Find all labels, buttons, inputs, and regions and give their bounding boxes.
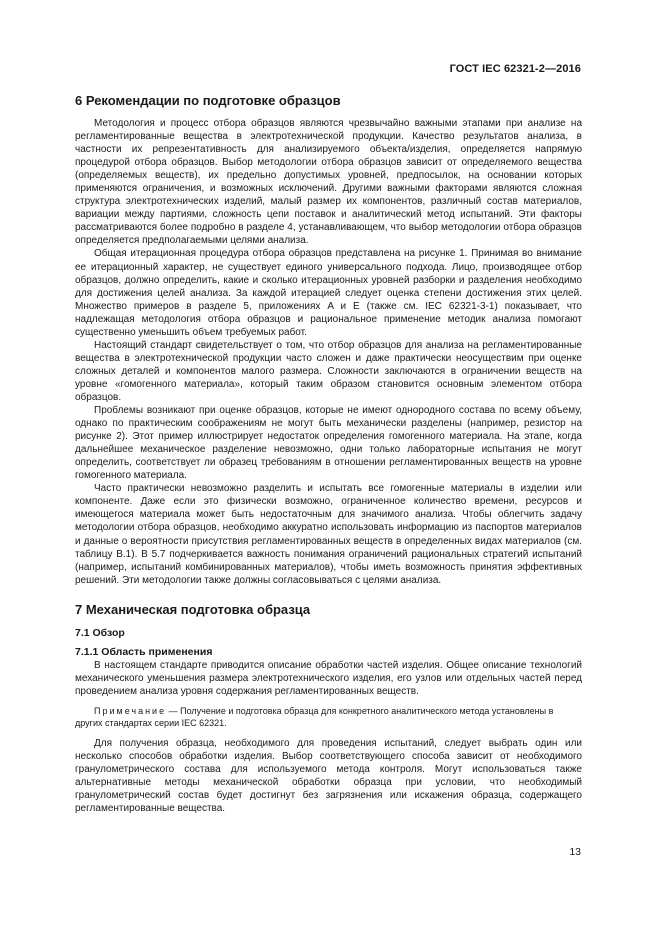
section-7-title: 7 Механическая подготовка образца xyxy=(75,601,311,617)
subsection-7-1-title: 7.1 Обзор xyxy=(75,626,125,639)
subsection-7-1-1-title: 7.1.1 Область применения xyxy=(75,645,213,658)
section-6-paragraph: Методология и процесс отбора образцов являются чрезвычайно важными этапами при анализе на регламентированные вещества в электротехнической продукции. Качество результатов анализа, в частности их репрезентативность для анализируемого объекта/изделия, определяется напрямую процедурой отбора образцов. Выбор методологии отбора образцов зависит от определяемого вещества (определяемых веществ), их предельно допустимых уровней, предпосылок, на основании которых применяются ограничения, и возможных исключений. Другими важными факторами являются сложная структура электротехнических изделий, малый размер их компонентов, различный состав материалов, вариации между партиями, сложность цепи поставок и аналитический метод испытаний. Эти факторы рассматриваются более подробно в разделе 4, устанавливающем, что выбор методологии отбора образцов определяется предполагаемыми целями анализа. xyxy=(75,118,582,247)
section-6-paragraph: Настоящий стандарт свидетельствует о том, что отбор образцов для анализа на регламентированные вещества в электротехнической продукции часто сложен и даже практически неосуществим при оценке сложных деталей и компонентов малого размера. Сложности заключаются в ограничении веществ на уровне «гомогенного материала», который таким образом становится основным элементом отбора образцов. xyxy=(75,339,582,403)
section-6-paragraph: Часто практически невозможно разделить и испытать все гомогенные материалы в изделии или компоненте. Даже если это физически возможно, ограниченное количество времени, ресурсов и имеющегося материала может быть недостаточным для значимого анализа. Чтобы облегчить задачу методологии отбора образцов, необходимо аккуратно использовать информацию из паспортов материалов и данные о вероятности присутствия регламентированных веществ в определенных видах материалов (см. таблицу B.1). В 5.7 подчеркивается важность понимания ограничений рациональных стратегий испытаний (например, испытаний комбинированных материалов), чтобы иметь возможность принятия эффективных решений. Эти методологии также должны согласовываться с целями анализа. xyxy=(75,483,582,586)
page-number: 13 xyxy=(569,846,581,858)
note-label: Примечание xyxy=(94,705,167,716)
section-7-paragraph: В настоящем стандарте приводится описание обработки частей изделия. Общее описание технологий механического уменьшения размера электротехнического изделия, его узлов или отдельных частей перед проведением анализа уровня содержания регламентированных веществ. xyxy=(75,659,582,697)
note xyxy=(75,705,582,730)
section-6-title: 6 Рекомендации по подготовке образцов xyxy=(75,93,341,108)
page-content xyxy=(75,92,582,815)
document-id: ГОСТ IEC 62321-2—2016 xyxy=(449,63,581,75)
section-7-paragraph: Для получения образца, необходимого для проведения испытаний, следует выбрать один или несколько способов обработки изделия. Выбор соответствующего способа зависит от необходимого гранулометрического состава для используемого метода контроля. Могут использоваться также альтернативные методы механической обработки образца при условии, что необходимый гранулометрический состав будет достигнут без загрязнения или искажения образца, содержащего регламентированные вещества. xyxy=(75,737,582,815)
note-text: — Получение и подготовка образца для конкретного аналитического метода установлены в других стандартах серии IEC 62321. xyxy=(75,705,554,729)
section-6-paragraph: Общая итерационная процедура отбора образцов представлена на рисунке 1. Принимая во внимание ее итерационный характер, не существует единого универсального подхода. Лицо, производящее отбор образцов, должно определить, какие и сколько итерационных уровней разборки и разделения необходимо для достижения целей анализа. За каждой итерацией следует оценка степени достижения этих целей. Множество примеров в разделе 5, приложениях A и E (также см. IEC 62321-3-1) показывает, что надлежащая методология отбора образцов и рациональное применение методик анализа помогают существенно уменьшить объем требуемых работ. xyxy=(75,248,582,338)
section-6-paragraph: Проблемы возникают при оценке образцов, которые не имеют однородного состава по всему объему, однако по практическим соображениям не могут быть механически разделены (например, резистор на рисунке 2). Этот пример иллюстрирует недостаток определения гомогенного материала. На этапе, когда дальнейшее механическое разделение невозможно, одни только лабораторные испытания не могут определить, соответствует ли образец требованиям в отношении регламентированных веществ на уровне гомогенного материала. xyxy=(75,405,582,482)
